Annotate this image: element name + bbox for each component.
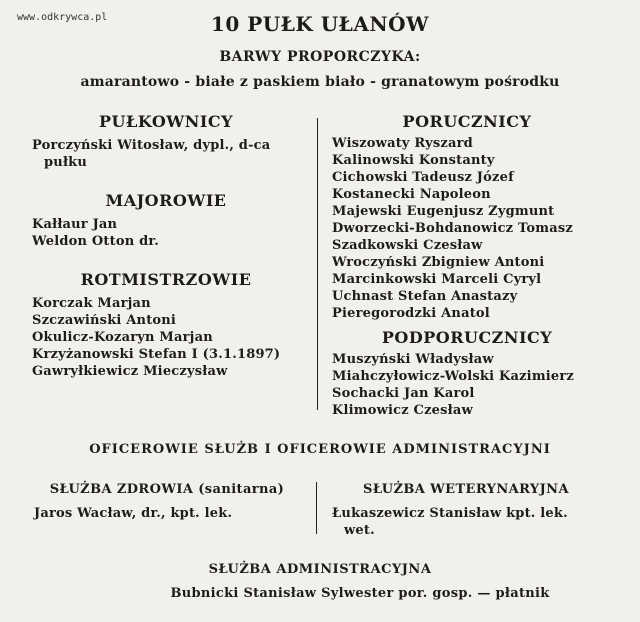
list-item: Majewski Eugenjusz Zygmunt xyxy=(332,204,555,219)
list-item: Wroczyński Zbigniew Antoni xyxy=(332,255,545,270)
pennant-colors-heading: BARWY PROPORCZYKA: xyxy=(219,49,421,65)
heading-pulkownicy: PUŁKOWNICY xyxy=(99,112,233,131)
list-item: Uchnast Stefan Anastazy xyxy=(332,289,518,304)
list-item: Dworzecki-Bohdanowicz Tomasz xyxy=(332,221,573,236)
list-item: Kalinowski Konstanty xyxy=(332,153,495,168)
list-item: Klimowicz Czesław xyxy=(332,403,473,418)
list-item: wet. xyxy=(344,523,375,538)
list-rotmistrzowie xyxy=(32,295,300,380)
list-item: Marcinkowski Marceli Cyryl xyxy=(332,272,542,287)
vet-service-block xyxy=(332,482,600,539)
services-title: OFICEROWIE SŁUŻB I OFICEROWIE ADMINISTRACYJNI xyxy=(89,442,551,457)
heading-porucznicy: PORUCZNICY xyxy=(402,112,532,131)
list-item: Szadkowski Czesław xyxy=(332,238,483,253)
list-item: Sochacki Jan Karol xyxy=(332,386,475,401)
list-item: Weldon Otton dr. xyxy=(32,234,159,249)
list-item: Kostanecki Napoleon xyxy=(332,187,491,202)
admin-service-heading: SŁUŻBA ADMINISTRACYJNA xyxy=(208,562,432,577)
left-column xyxy=(32,112,300,380)
watermark: www.odkrywca.pl xyxy=(17,12,108,23)
list-podporucznicy xyxy=(332,351,602,419)
list-item: Gawryłkiewicz Mieczysław xyxy=(32,364,228,379)
right-column xyxy=(332,112,602,419)
list-item: Korczak Marjan xyxy=(32,296,151,311)
heading-podporucznicy: PODPORUCZNICY xyxy=(381,328,553,347)
list-item: Cichowski Tadeusz Józef xyxy=(332,170,514,185)
heading-majorowie: MAJOROWIE xyxy=(105,191,227,210)
heading-rotmistrzowie: ROTMISTRZOWIE xyxy=(80,270,252,289)
list-item: Muszyński Władysław xyxy=(332,352,494,367)
list-item: Bubnicki Stanisław Sylwester por. gosp. — płatnik xyxy=(170,586,550,601)
list-item: Pieregorodzki Anatol xyxy=(332,306,490,321)
health-service-heading: SŁUŻBA ZDROWIA (sanitarna) xyxy=(49,482,285,497)
list-item: Krzyżanowski Stefan I (3.1.1897) xyxy=(32,347,281,362)
list-item: pułku xyxy=(44,155,88,170)
list-item: Miahczyłowicz-Wolski Kazimierz xyxy=(332,369,575,384)
list-item: Wiszowaty Ryszard xyxy=(332,136,473,151)
vet-service-heading: SŁUŻBA WETERYNARYJNA xyxy=(363,482,569,497)
pennant-colors-text: amarantowo - białe z paskiem biało - granatowym pośrodku xyxy=(80,74,560,90)
list-item: Łukaszewicz Stanisław kpt. lek. xyxy=(332,506,568,521)
column-divider xyxy=(317,118,318,410)
services-divider xyxy=(316,482,317,534)
health-service-block xyxy=(34,482,300,522)
page-title: 10 PUŁK UŁANÓW xyxy=(210,12,430,36)
list-item: Kałłaur Jan xyxy=(32,217,118,232)
list-majorowie xyxy=(32,216,300,250)
list-item: Jaros Wacław, dr., kpt. lek. xyxy=(34,506,233,521)
list-item: Porczyński Witosław, dypl., d-ca xyxy=(32,138,271,153)
list-item: Okulicz-Kozaryn Marjan xyxy=(32,330,213,345)
list-porucznicy xyxy=(332,135,602,322)
list-item: Szczawiński Antoni xyxy=(32,313,177,328)
list-pulkownicy xyxy=(32,137,300,171)
